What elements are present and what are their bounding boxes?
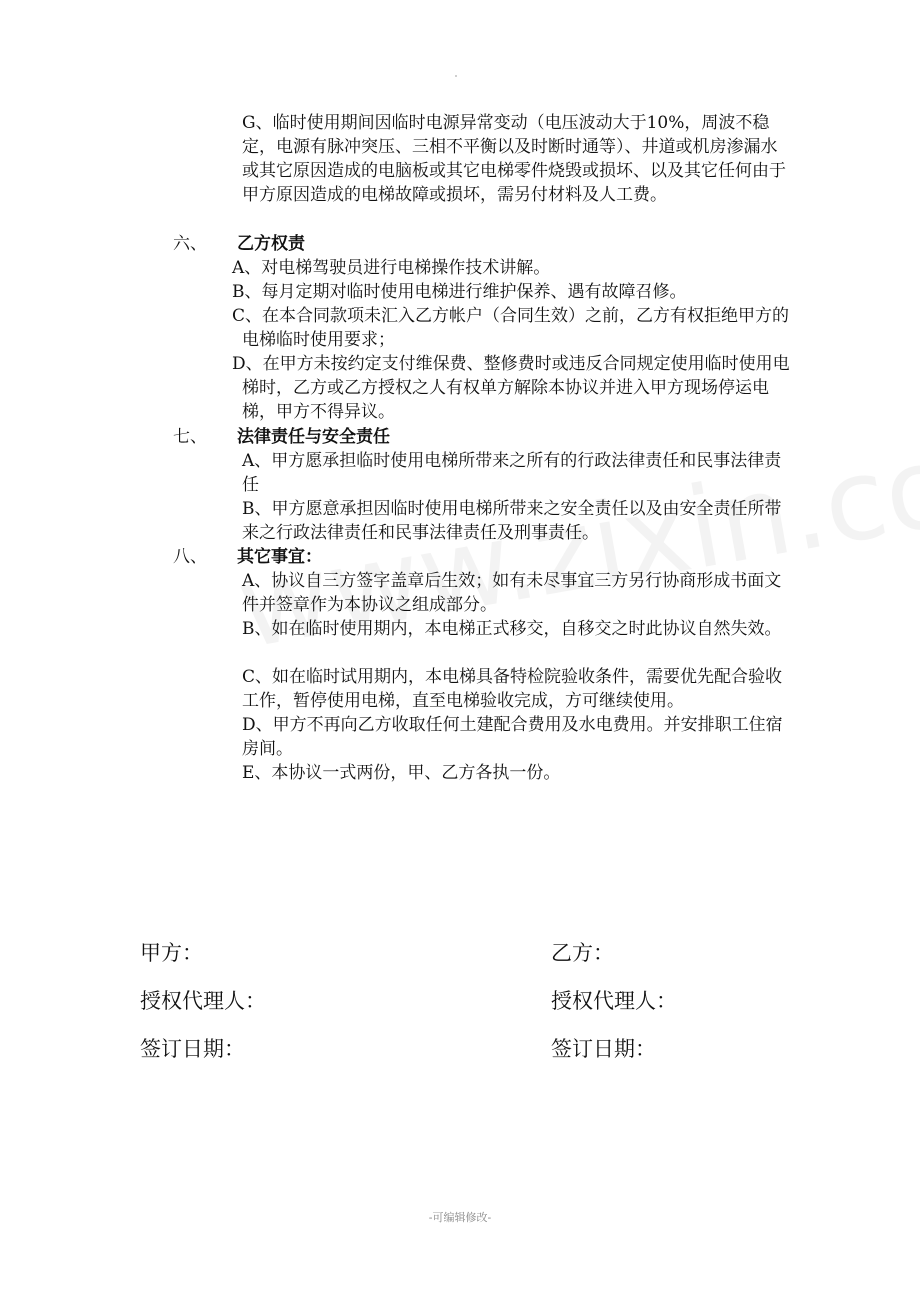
- section-7-item-b: B、甲方愿意承担因临时使用电梯所带来之安全责任以及由安全责任所带来之行政法律责任和民事法律责任及刑事责任。: [242, 499, 782, 543]
- section-6-item-c: C、在本合同款项未汇入乙方帐户（合同生效）之前，乙方有权拒绝甲方的电梯临时使用要求；: [232, 306, 790, 350]
- section-8-item-b: B、如在临时使用期内，本电梯正式移交，自移交之时此协议自然失效。: [242, 619, 782, 639]
- party-b-label: 乙方：: [551, 941, 614, 965]
- section-7-heading: [173, 425, 773, 449]
- page-footer: -可编辑修改-: [428, 1211, 492, 1224]
- header-dot: [455, 75, 457, 77]
- section-number: 八、: [173, 547, 207, 567]
- section-title: 其它事宜：: [237, 547, 322, 567]
- clause-g: G、临时使用期间因临时电源异常变动（电压波动大于10%，周波不稳定，电源有脉冲突压、三相不平衡以及时断时通等）、井道或机房渗漏水或其它原因造成的电脑板或其它电梯零件烧毁或损坏、以及其它任何由于甲方原因造成的电梯故障或损坏，需另付材料及人工费。: [242, 113, 786, 205]
- section-8-item-e: E、本协议一式两份，甲、乙方各执一份。: [242, 763, 561, 783]
- agent-a-label: 授权代理人：: [140, 989, 266, 1013]
- section-6-item-a: A、对电梯驾驶员进行电梯操作技术讲解。: [232, 258, 551, 278]
- section-8-item-a: A、协议自三方签字盖章后生效；如有未尽事宜三方另行协商形成书面文件并签章作为本协议之组成部分。: [242, 571, 782, 615]
- section-7-item-a: A、甲方愿承担临时使用电梯所带来之所有的行政法律责任和民事法律责任: [242, 451, 782, 495]
- section-6-item-b: B、每月定期对临时使用电梯进行维护保养、遇有故障召修。: [232, 282, 687, 302]
- section-8-item-d: D、甲方不再向乙方收取任何土建配合费用及水电费用。并安排职工住宿房间。: [242, 715, 783, 759]
- section-title: 乙方权责: [237, 234, 305, 254]
- section-6-heading: [173, 232, 773, 256]
- section-8-item-c: C、如在临时试用期内，本电梯具备特检院验收条件，需要优先配合验收工作，暂停使用电梯，直至电梯验收完成，方可继续使用。: [242, 667, 783, 711]
- section-title: 法律责任与安全责任: [237, 427, 390, 447]
- section-number: 七、: [173, 427, 207, 447]
- party-a-label: 甲方：: [140, 941, 203, 965]
- agent-b-label: 授权代理人：: [551, 989, 677, 1013]
- date-a-label: 签订日期：: [140, 1037, 245, 1061]
- section-number: 六、: [173, 234, 207, 254]
- section-8-heading: [173, 545, 773, 569]
- date-b-label: 签订日期：: [551, 1037, 656, 1061]
- section-6-item-d: D、在甲方未按约定支付维保费、整修费时或违反合同规定使用临时使用电梯时，乙方或乙方授权之人有权单方解除本协议并进入甲方现场停运电梯，甲方不得异议。: [232, 354, 790, 422]
